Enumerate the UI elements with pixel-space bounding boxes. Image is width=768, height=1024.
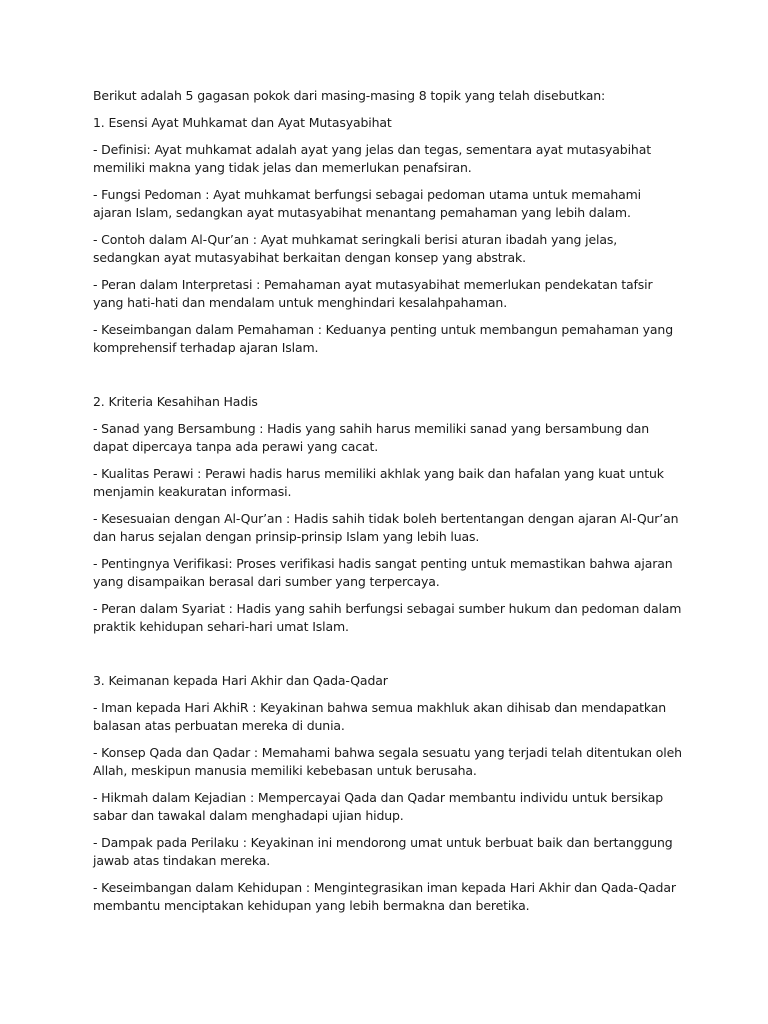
section-title: 2. Kriteria Kesahihan Hadis bbox=[93, 394, 258, 409]
bullet-point: - Kualitas Perawi : Perawi hadis harus memiliki akhlak yang baik dan hafalan yang kuat untuk menjamin keakuratan informasi. bbox=[93, 466, 664, 499]
bullet-point: - Kesesuaian dengan Al-Qur’an : Hadis sahih tidak boleh bertentangan dengan ajaran Al-Qur’an dan harus sejalan dengan prinsip-prinsip Islam yang lebih luas. bbox=[93, 511, 679, 544]
document-page bbox=[93, 87, 683, 924]
bullet-point: - Sanad yang Bersambung : Hadis yang sahih harus memiliki sanad yang bersambung dan dapat dipercaya tanpa ada perawi yang cacat. bbox=[93, 421, 650, 454]
bullet-point: - Contoh dalam Al-Qur’an : Ayat muhkamat seringkali berisi aturan ibadah yang jelas, sedangkan ayat mutasyabihat berkaitan dengan konsep yang abstrak. bbox=[93, 232, 618, 265]
bullet-point: - Pentingnya Verifikasi: Proses verifikasi hadis sangat penting untuk memastikan bahwa ajaran yang disampaikan berasal dari sumber yang terpercaya. bbox=[93, 556, 673, 589]
bullet-point: - Dampak pada Perilaku : Keyakinan ini mendorong umat untuk berbuat baik dan bertanggung jawab atas tindakan mereka. bbox=[93, 835, 673, 868]
section-2 bbox=[93, 393, 683, 636]
bullet-point: - Definisi: Ayat muhkamat adalah ayat yang jelas dan tegas, sementara ayat mutasyabihat memiliki makna yang tidak jelas dan memerlukan penafsiran. bbox=[93, 142, 651, 175]
section-title: 1. Esensi Ayat Muhkamat dan Ayat Mutasyabihat bbox=[93, 115, 392, 130]
bullet-point: - Keseimbangan dalam Kehidupan : Mengintegrasikan iman kepada Hari Akhir dan Qada-Qadar membantu menciptakan kehidupan yang lebih bermakna dan beretika. bbox=[93, 880, 676, 913]
bullet-point: - Iman kepada Hari AkhiR : Keyakinan bahwa semua makhluk akan dihisab dan mendapatkan balasan atas perbuatan mereka di dunia. bbox=[93, 700, 666, 733]
bullet-point: - Peran dalam Interpretasi : Pemahaman ayat mutasyabihat memerlukan pendekatan tafsir yang hati-hati dan mendalam untuk menghindari kesalahpahaman. bbox=[93, 277, 653, 310]
bullet-point: - Keseimbangan dalam Pemahaman : Keduanya penting untuk membangun pemahaman yang komprehensif terhadap ajaran Islam. bbox=[93, 322, 673, 355]
bullet-point: - Hikmah dalam Kejadian : Mempercayai Qada dan Qadar membantu individu untuk bersikap sabar dan tawakal dalam menghadapi ujian hidup. bbox=[93, 790, 664, 823]
bullet-point: - Konsep Qada dan Qadar : Memahami bahwa segala sesuatu yang terjadi telah ditentukan oleh Allah, meskipun manusia memiliki kebebasan untuk berusaha. bbox=[93, 745, 682, 778]
bullet-point: - Peran dalam Syariat : Hadis yang sahih berfungsi sebagai sumber hukum dan pedoman dalam praktik kehidupan sehari-hari umat Islam. bbox=[93, 601, 682, 634]
bullet-point: - Fungsi Pedoman : Ayat muhkamat berfungsi sebagai pedoman utama untuk memahami ajaran Islam, sedangkan ayat mutasyabihat menantang pemahaman yang lebih dalam. bbox=[93, 187, 641, 220]
section-3 bbox=[93, 672, 683, 915]
section-1 bbox=[93, 114, 683, 357]
section-spacer bbox=[93, 366, 683, 393]
section-title: 3. Keimanan kepada Hari Akhir dan Qada-Qadar bbox=[93, 673, 388, 688]
section-spacer bbox=[93, 645, 683, 672]
intro-text: Berikut adalah 5 gagasan pokok dari masing-masing 8 topik yang telah disebutkan: bbox=[93, 88, 606, 103]
